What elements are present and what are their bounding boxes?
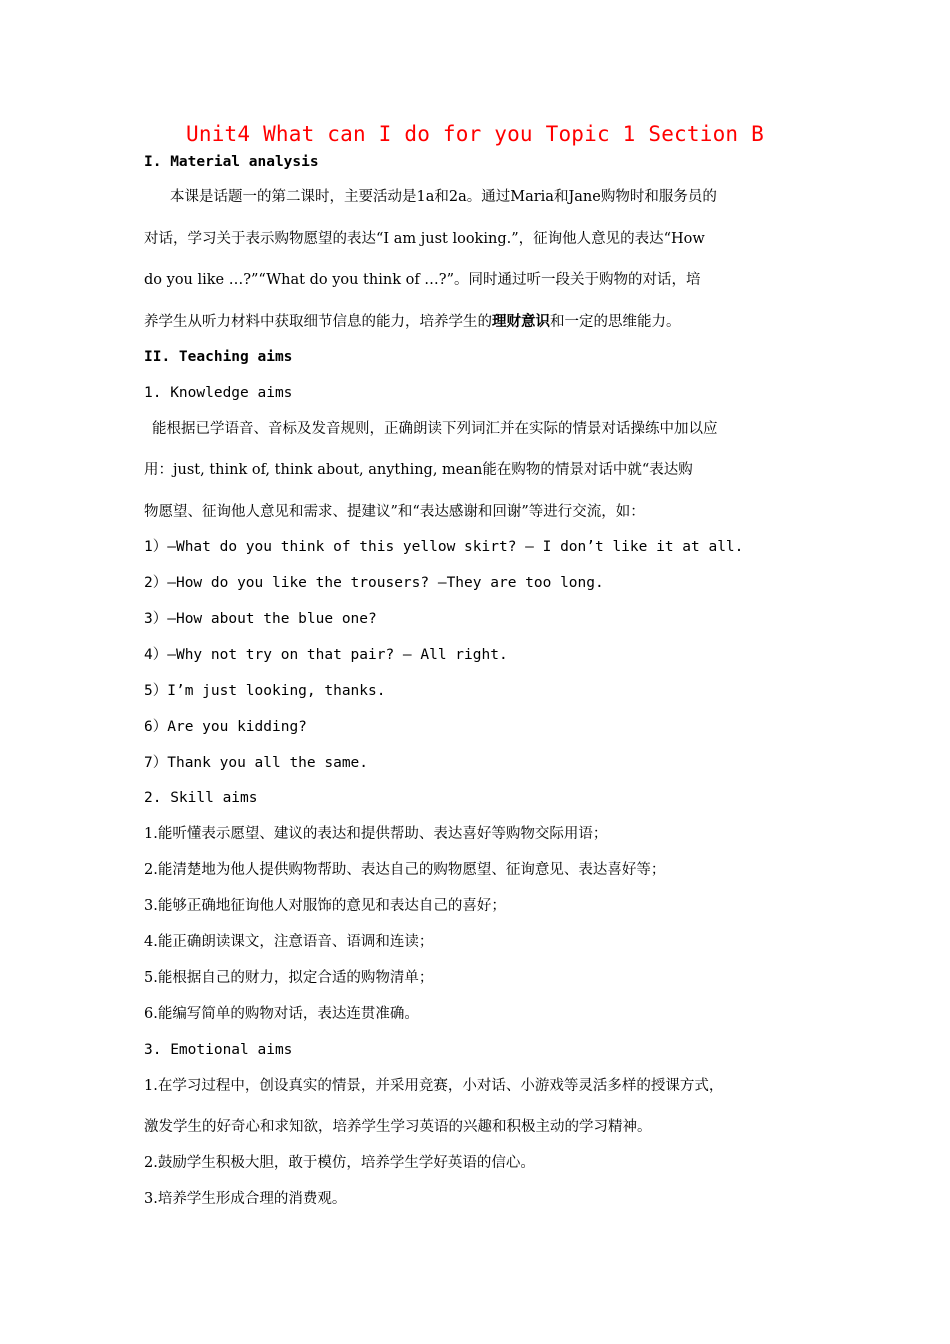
material-text: 和一定的思维能力。 [550,314,681,330]
dialog-example: 5）I’m just looking, thanks. [144,683,386,699]
dialog-example: 3）—How about the blue one? [144,611,377,627]
material-bold-text: 理财意识 [492,313,550,330]
teaching-aims-heading: II. Teaching aims [144,349,293,365]
skill-aim-item: 5.能根据自己的财力，拟定合适的购物清单； [144,970,434,986]
material-analysis-heading: I. Material analysis [144,154,319,170]
document-title: Unit4 What can I do for you Topic 1 Section B [186,122,764,146]
material-paragraph-line: do you like …?”“What do you think of …?”。同时通过听一段关于购物的对话，培 [144,272,701,288]
emotional-aim-item: 激发学生的好奇心和求知欲，培养学生学习英语的兴趣和积极主动的学习精神。 [144,1119,652,1135]
material-text: 养学生从听力材料中获取细节信息的能力，培养学生的 [144,314,492,330]
skill-aim-item: 4.能正确朗读课文，注意语音、语调和连读； [144,934,434,950]
knowledge-aims-heading: 1. Knowledge aims [144,385,293,401]
emotional-aims-heading: 3. Emotional aims [144,1042,293,1058]
skill-aims-heading: 2. Skill aims [144,790,258,806]
emotional-aim-item: 2.鼓励学生积极大胆，敢于模仿，培养学生学好英语的信心。 [144,1155,535,1171]
dialog-example: 6）Are you kidding? [144,719,307,735]
skill-aim-item: 3.能够正确地征询他人对服饰的意见和表达自己的喜好； [144,898,506,914]
skill-aim-item: 2.能清楚地为他人提供购物帮助、表达自己的购物愿望、征询意见、表达喜好等； [144,862,666,878]
dialog-example: 2）—How do you like the trousers? —They are too long. [144,575,604,591]
dialog-example: 7）Thank you all the same. [144,755,369,771]
skill-aim-item: 6.能编写简单的购物对话，表达连贯准确。 [144,1006,419,1022]
knowledge-paragraph-line: 用：just, think of, think about, anything, mean能在购物的情景对话中就“表达购 [144,462,693,478]
dialog-example: 4）—Why not try on that pair? — All right. [144,647,508,663]
emotional-aim-item: 1.在学习过程中，创设真实的情景，并采用竞赛，小对话、小游戏等灵活多样的授课方式， [144,1078,724,1094]
skill-aim-item: 1.能听懂表示愿望、建议的表达和提供帮助、表达喜好等购物交际用语； [144,826,608,842]
knowledge-paragraph-line: 物愿望、征询他人意见和需求、提建议”和“表达感谢和回谢”等进行交流，如： [144,504,645,520]
emotional-aim-item: 3.培养学生形成合理的消费观。 [144,1191,347,1207]
material-paragraph-line: 对话，学习关于表示购物愿望的表达“I am just looking.”，征询他人意见的表达“How [144,231,705,247]
material-paragraph-last-line [144,312,824,332]
material-paragraph-line: 本课是话题一的第二课时，主要活动是1a和2a。通过Maria和Jane购物时和服务员的 [170,189,717,205]
knowledge-paragraph-line: 能根据已学语音、音标及发音规则，正确朗读下列词汇并在实际的情景对话操练中加以应 [152,421,718,437]
dialog-example: 1）—What do you think of this yellow skirt? — I don’t like it at all. [144,539,744,555]
